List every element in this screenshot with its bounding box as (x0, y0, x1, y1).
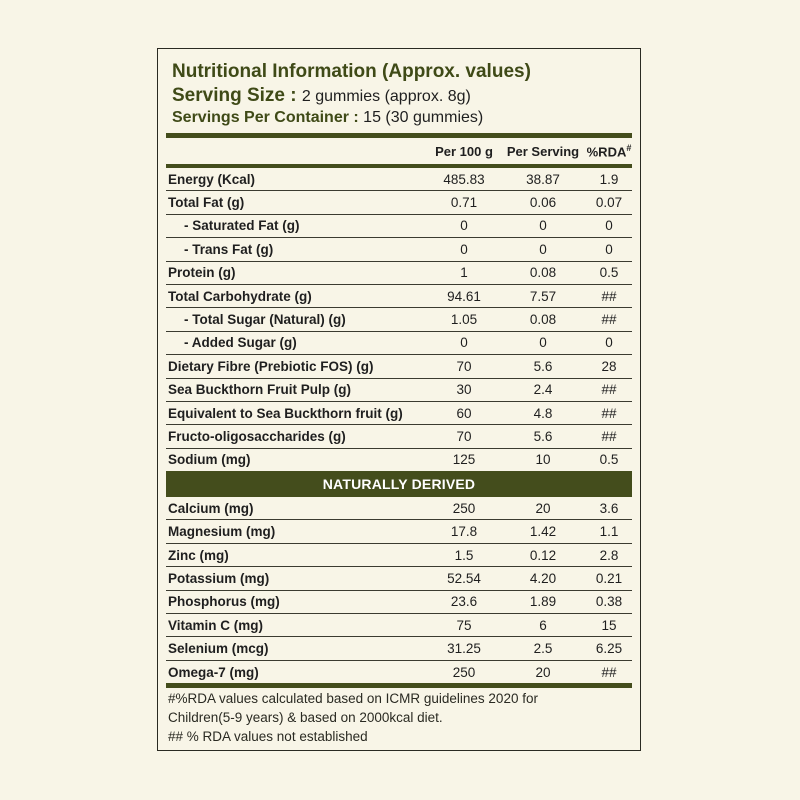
header-col-per100: Per 100 g (435, 143, 493, 159)
footnote-line-2: Children(5-9 years) & based on 2000kcal diet. (168, 710, 443, 725)
nutrient-name: Sea Buckthorn Fruit Pulp (g) (168, 382, 352, 398)
nutrient-name: Fructo-oligosaccharides (g) (168, 428, 346, 444)
table-row (166, 262, 632, 285)
nutrition-panel (157, 48, 641, 751)
per-serving-value: 6 (539, 617, 547, 633)
per-100g-value: 70 (456, 358, 472, 374)
table-row (166, 238, 632, 261)
table-row (166, 544, 632, 567)
nutrient-name: Potassium (mg) (168, 570, 270, 586)
rda-value: 1.9 (599, 171, 619, 187)
per-100g-value: 0 (460, 335, 468, 351)
rda-value: 28 (601, 358, 617, 374)
per-100g-value: 17.8 (450, 524, 478, 540)
per-100g-value: 485.83 (443, 171, 485, 187)
servings-label: Servings Per Container : (172, 109, 364, 126)
rda-value: ## (601, 664, 617, 680)
per-serving-value: 0 (539, 335, 547, 351)
per-100g-value: 250 (452, 664, 476, 680)
per-100g-value: 0.71 (450, 195, 478, 211)
table-row (166, 285, 632, 308)
table-row (166, 168, 632, 191)
rda-value: ## (601, 405, 617, 421)
panel-title: Nutritional Information (Approx. values) (172, 61, 531, 82)
per-serving-value: 20 (535, 664, 551, 680)
per-serving-value: 0.06 (529, 195, 557, 211)
per-serving-value: 0 (539, 218, 547, 234)
table-row (166, 402, 632, 425)
table-bottom-rule (166, 683, 632, 688)
per-serving-value: 1.42 (529, 524, 557, 540)
nutrient-name: Total Carbohydrate (g) (168, 288, 312, 304)
per-100g-value: 0 (460, 218, 468, 234)
nutrient-name: Energy (Kcal) (168, 171, 256, 187)
per-serving-value: 0.12 (529, 547, 557, 563)
table-row (166, 449, 632, 471)
per-serving-value: 20 (535, 500, 551, 516)
rda-value: ## (601, 288, 617, 304)
rda-value: 0 (605, 218, 613, 234)
per-100g-value: 1.5 (454, 547, 474, 563)
rda-value: ## (601, 382, 617, 398)
table-row (166, 379, 632, 402)
table-row (166, 661, 632, 683)
rda-value: 15 (601, 617, 617, 633)
per-serving-value: 4.8 (533, 405, 553, 421)
rda-value: 0.5 (599, 265, 619, 281)
table-row (166, 614, 632, 637)
servings-value: 15 (30 gummies) (363, 109, 484, 126)
rda-header-text: %RDA (586, 144, 627, 160)
footnotes (168, 689, 632, 746)
rda-value: 0 (605, 241, 613, 257)
table-row (166, 591, 632, 614)
per-100g-value: 30 (456, 382, 472, 398)
nutrient-name: Omega-7 (mg) (168, 664, 259, 680)
rda-value: 6.25 (595, 641, 623, 657)
rda-value: 0.07 (595, 195, 623, 211)
table-row (166, 567, 632, 590)
nutrient-name: Equivalent to Sea Buckthorn fruit (g) (168, 405, 403, 421)
per-serving-value: 5.6 (533, 428, 553, 444)
nutrient-name: Vitamin C (mg) (168, 617, 264, 633)
header-col-rda (586, 143, 632, 159)
nutrient-name: Calcium (mg) (168, 500, 254, 516)
nutrient-name: Total Fat (g) (168, 195, 245, 211)
per-serving-value: 2.4 (533, 382, 553, 398)
serving-size-label: Serving Size : (172, 85, 302, 106)
rda-value: 0.21 (595, 570, 623, 586)
per-serving-value: 38.87 (526, 171, 560, 187)
nutrient-name: Magnesium (mg) (168, 524, 276, 540)
table-row (166, 355, 632, 378)
nutrient-name: Dietary Fibre (Prebiotic FOS) (g) (168, 358, 374, 374)
nutrient-name: - Saturated Fat (g) (184, 218, 300, 234)
serving-size (172, 85, 471, 107)
per-100g-value: 94.61 (447, 288, 481, 304)
header-col-serving: Per Serving (506, 143, 580, 159)
nutrient-name: - Total Sugar (Natural) (g) (184, 312, 346, 328)
per-100g-value: 125 (452, 452, 476, 468)
table-row (166, 215, 632, 238)
per-100g-value: 250 (452, 500, 476, 516)
rda-value: ## (601, 428, 617, 444)
nutrient-name: Sodium (mg) (168, 452, 251, 468)
nutrient-name: Selenium (mcg) (168, 641, 269, 657)
table-row (166, 637, 632, 660)
rda-value: ## (601, 312, 617, 328)
per-serving-value: 4.20 (529, 570, 557, 586)
table-header (166, 138, 632, 165)
per-100g-value: 31.25 (447, 641, 481, 657)
per-serving-value: 5.6 (533, 358, 553, 374)
derived-rows (166, 497, 632, 683)
per-100g-value: 23.6 (450, 594, 478, 610)
rda-value: 1.1 (599, 524, 619, 540)
per-serving-value: 0.08 (529, 265, 557, 281)
table-row (166, 191, 632, 214)
table-row (166, 308, 632, 331)
naturally-derived-band: NATURALLY DERIVED (166, 471, 632, 497)
per-100g-value: 0 (460, 241, 468, 257)
main-rows (166, 168, 632, 471)
table-row (166, 497, 632, 520)
per-100g-value: 60 (456, 405, 472, 421)
rda-value: 2.8 (599, 547, 619, 563)
per-serving-value: 0 (539, 241, 547, 257)
per-serving-value: 0.08 (529, 312, 557, 328)
per-serving-value: 10 (535, 452, 551, 468)
table-row (166, 425, 632, 448)
rda-superscript: # (626, 142, 632, 153)
table-row (166, 520, 632, 543)
footnote-line-3: ## % RDA values not established (168, 729, 368, 744)
per-serving-value: 7.57 (529, 288, 557, 304)
nutrient-name: Phosphorus (mg) (168, 594, 280, 610)
per-100g-value: 52.54 (447, 570, 481, 586)
nutrient-name: - Trans Fat (g) (184, 241, 274, 257)
nutrient-name: - Added Sugar (g) (184, 335, 297, 351)
nutrient-name: Zinc (mg) (168, 547, 229, 563)
rda-value: 0 (605, 335, 613, 351)
per-100g-value: 75 (456, 617, 472, 633)
per-serving-value: 2.5 (533, 641, 553, 657)
table-row (166, 332, 632, 355)
per-100g-value: 1.05 (450, 312, 478, 328)
nutrition-table (166, 133, 632, 688)
servings-per-container (172, 109, 483, 127)
serving-size-value: 2 gummies (approx. 8g) (301, 88, 471, 105)
rda-value: 0.38 (595, 594, 623, 610)
rda-value: 0.5 (599, 452, 619, 468)
per-serving-value: 1.89 (529, 594, 557, 610)
footnote-line-1: #%RDA values calculated based on ICMR guidelines 2020 for (168, 691, 538, 706)
per-100g-value: 70 (456, 428, 472, 444)
per-100g-value: 1 (460, 265, 468, 281)
nutrient-name: Protein (g) (168, 265, 236, 281)
rda-value: 3.6 (599, 500, 619, 516)
